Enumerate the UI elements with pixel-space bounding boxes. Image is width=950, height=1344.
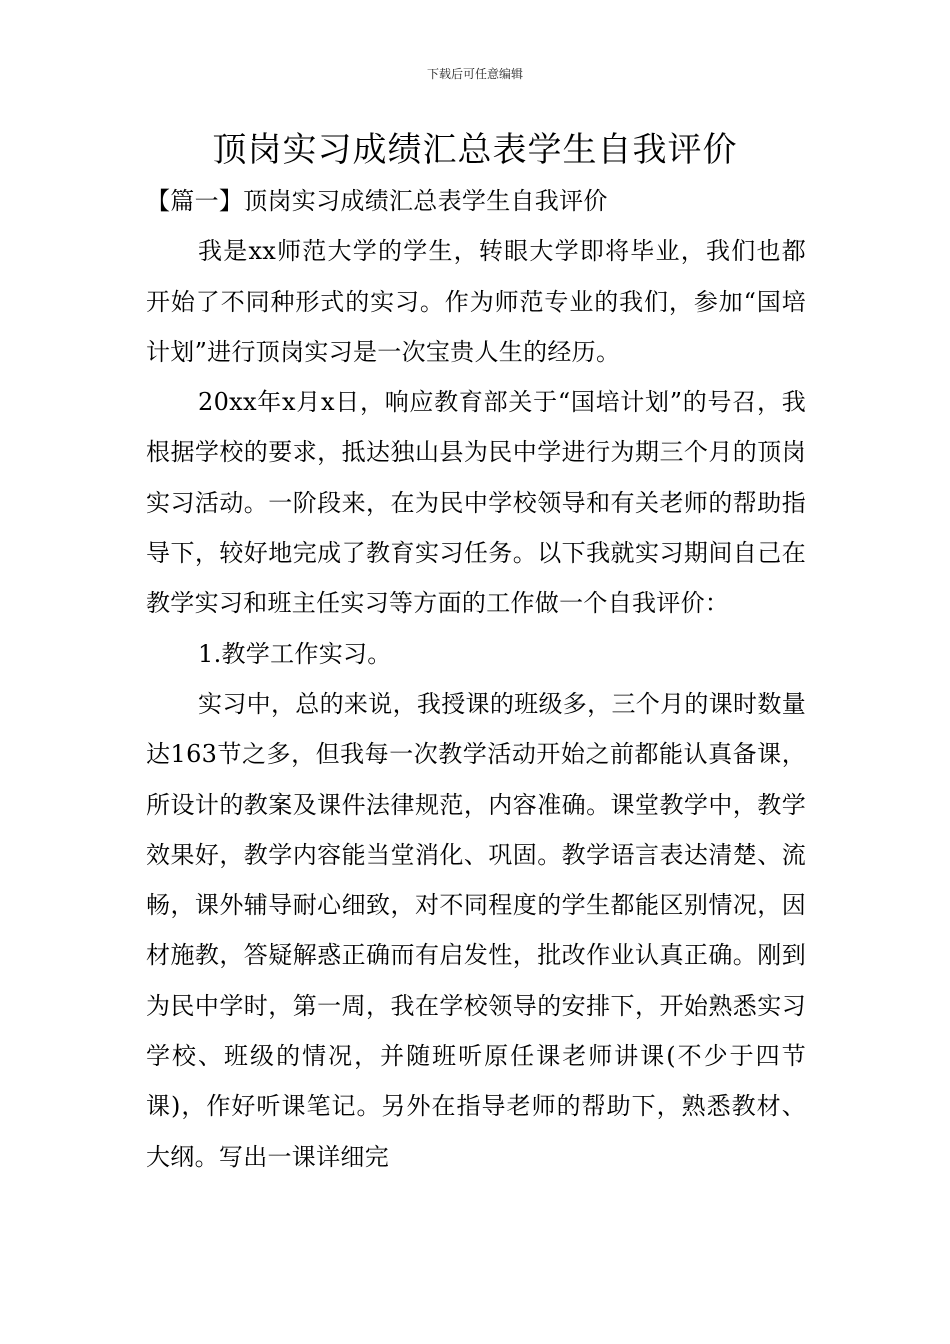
page-header-note: 下载后可任意编辑 bbox=[426, 67, 523, 81]
paragraph-intro: 我是xx师范大学的学生，转眼大学即将毕业，我们也都开始了不同种形式的实习。作为师范专业的我们，参加“国培计划”进行顶岗实习是一次宝贵人生的经历。 bbox=[146, 237, 806, 366]
document-title: 顶岗实习成绩汇总表学生自我评价 bbox=[212, 130, 738, 170]
paragraph-teaching-details: 实习中，总的来说，我授课的班级多，三个月的课时数量达163节之多，但我每一次教学活动开始之前都能认真备课，所设计的教案及课件法律规范，内容准确。课堂教学中，教学效果好，教学内容能当堂消化、巩固。教学语言表达清楚、流畅，课外辅导耐心细致，对不同程度的学生都能区别情况，因材施教，答疑解惑正确而有启发性，批改作业认真正确。刚到为民中学时，第一周，我在学校领导的安排下，开始熟悉实习学校、班级的情况，并随班听原任课老师讲课(不少于四节课)，作好听课笔记。另外在指导老师的帮助下，熟悉教材、大纲。写出一课详细完 bbox=[146, 689, 806, 1171]
paragraph-internship-start: 20xx年x月x日，响应教育部关于“国培计划”的号召，我根据学校的要求，抵达独山县为民中学进行为期三个月的顶岗实习活动。一阶段来，在为民中学校领导和有关老师的帮助指导下，较好地完成了教育实习任务。以下我就实习期间自己在教学实习和班主任实习等方面的工作做一个自我评价： bbox=[146, 388, 806, 618]
section-heading: 【篇一】顶岗实习成绩汇总表学生自我评价 bbox=[146, 187, 608, 215]
document-body bbox=[146, 176, 806, 1182]
paragraph-subheading-teaching: 1.教学工作实习。 bbox=[198, 639, 392, 668]
